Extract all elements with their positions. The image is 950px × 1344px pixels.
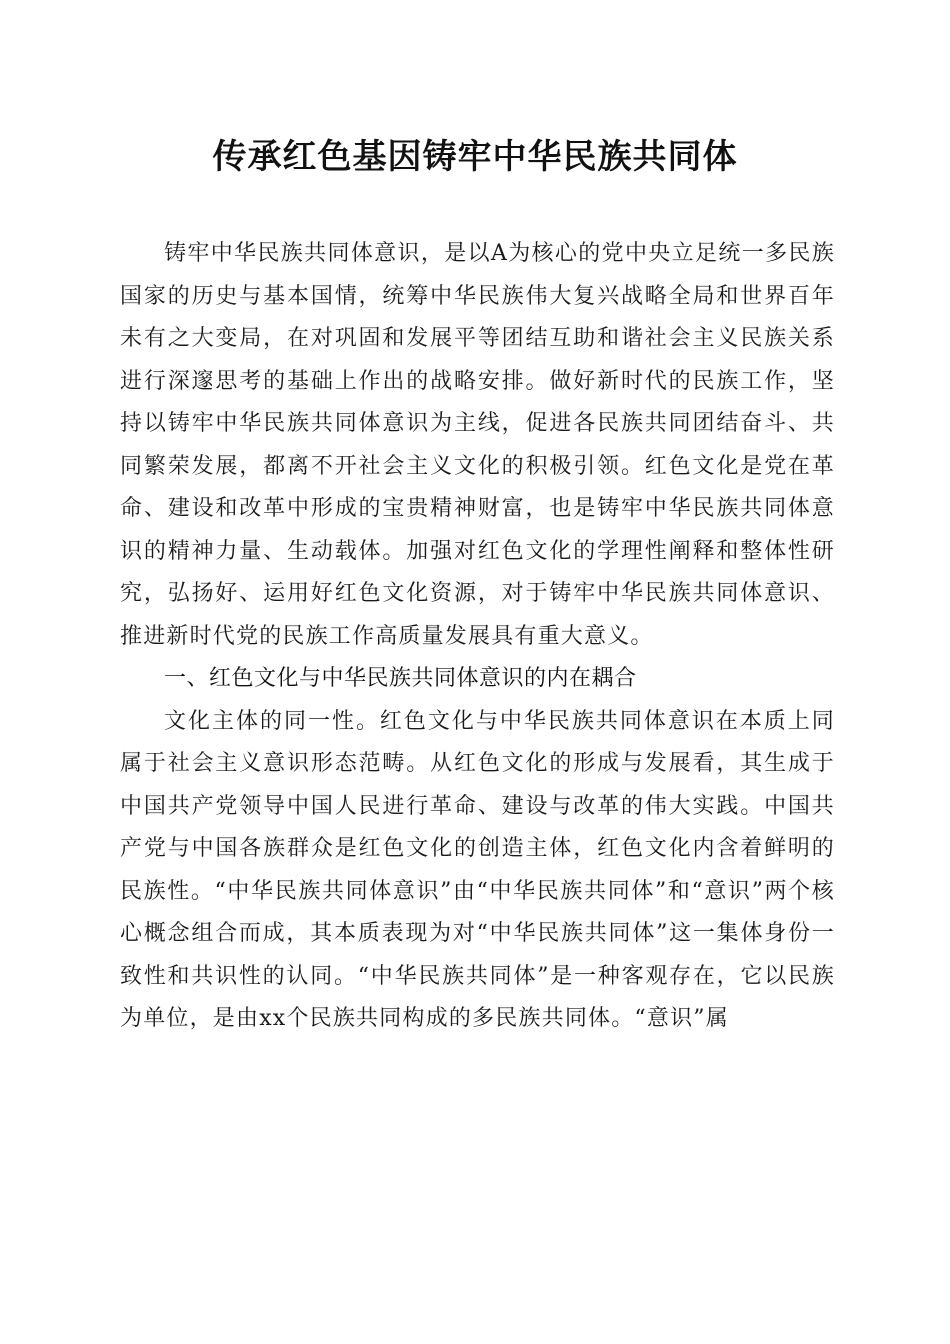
document-body bbox=[120, 233, 835, 1041]
section-heading: 一、红色文化与中华民族共同体意识的内在耦合 bbox=[164, 666, 637, 691]
section-paragraph: 文化主体的同一性。红色文化与中华民族共同体意识在本质上同属于社会主义意识形态范畴。从红色文化的形成与发展看，其生成于中国共产党领导中国人民进行革命、建设与改革的伟大实践。中国共产党与中国各族群众是红色文化的创造主体，红色文化内含着鲜明的民族性。“中华民族共同体意识”由“中华民族共同体”和“意识”两个核心概念组合而成，其本质表现为对“中华民族共同体”这一集体身份一致性和共识性的认同。“中华民族共同体”是一种客观存在，它以民族为单位，是由xx个民族共同构成的多民族共同体。“意识”属 bbox=[120, 708, 835, 1031]
intro-paragraph: 铸牢中华民族共同体意识，是以A为核心的党中央立足统一多民族国家的历史与基本国情，统筹中华民族伟大复兴战略全局和世界百年未有之大变局，在对巩固和发展平等团结互助和谐社会主义民族关系进行深邃思考的基础上作出的战略安排。做好新时代的民族工作，坚持以铸牢中华民族共同体意识为主线，促进各民族共同团结奋斗、共同繁荣发展，都离不开社会主义文化的积极引领。红色文化是党在革命、建设和改革中形成的宝贵精神财富，也是铸牢中华民族共同体意识的精神力量、生动载体。加强对红色文化的学理性阐释和整体性研究，弘扬好、运用好红色文化资源，对于铸牢中华民族共同体意识、推进新时代党的民族工作高质量发展具有重大意义。 bbox=[120, 241, 835, 649]
document-title: 传承红色基因铸牢中华民族共同体 bbox=[212, 137, 738, 177]
